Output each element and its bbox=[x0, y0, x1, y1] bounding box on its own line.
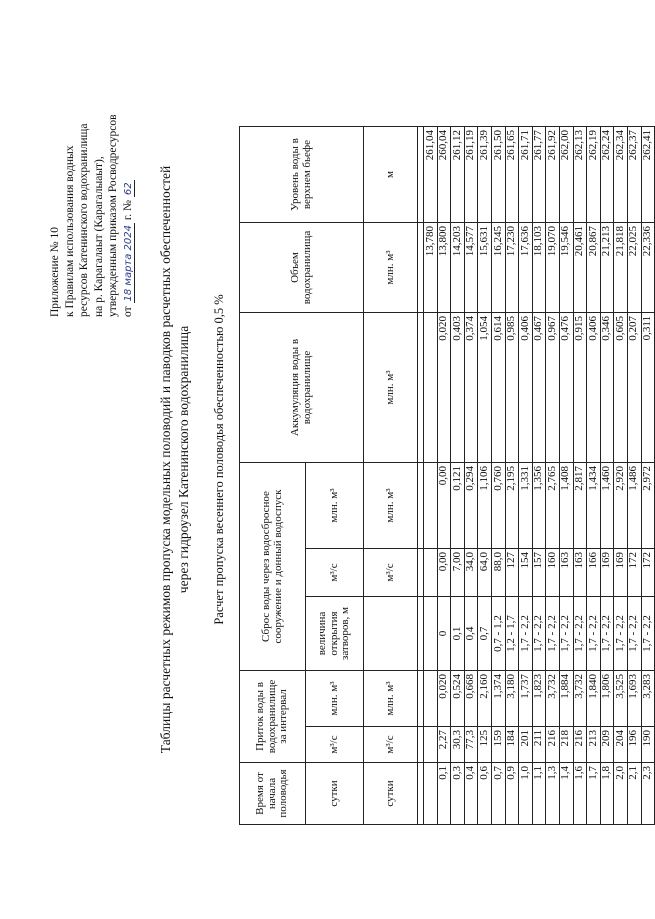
header-discharge: Сброс воды через водосбросное сооружение и донный водоспуск bbox=[240, 463, 306, 671]
cell-gate-opening: 1,7 - 2,2 bbox=[546, 597, 560, 671]
cell-gate-opening: 1,7 - 2,2 bbox=[587, 597, 601, 671]
cell-discharge-volume: 0,294 bbox=[464, 463, 478, 549]
cell-inflow-volume: 1,374 bbox=[491, 671, 505, 727]
cell-days: 0,6 bbox=[478, 763, 492, 825]
cell-days: 0,9 bbox=[505, 763, 519, 825]
cell-discharge-volume: 2,765 bbox=[546, 463, 560, 549]
subheader-gate-opening: величина открытия затворов, м bbox=[306, 597, 364, 671]
cell-volume: 14,203 bbox=[451, 223, 465, 313]
cell-volume: 16,245 bbox=[491, 223, 505, 313]
cell-days: 0,7 bbox=[491, 763, 505, 825]
cell-volume: 13,800 bbox=[437, 223, 451, 313]
cell-volume: 20,461 bbox=[573, 223, 587, 313]
table-row bbox=[614, 127, 628, 825]
table-row bbox=[491, 127, 505, 825]
cell-discharge-volume: 2,195 bbox=[505, 463, 519, 549]
cell-volume: 21,818 bbox=[614, 223, 628, 313]
cell-inflow-volume: 1,823 bbox=[532, 671, 546, 727]
unit-discharge-rate: м³/с bbox=[364, 549, 418, 597]
subheader-discharge-volume: млн. м³ bbox=[306, 463, 364, 549]
cell-discharge-volume: 0,121 bbox=[451, 463, 465, 549]
unit-inflow-volume: млн. м³ bbox=[364, 671, 418, 727]
cell-level: 261,71 bbox=[519, 127, 533, 223]
handwritten-number: 62 bbox=[122, 182, 134, 196]
table-row bbox=[627, 127, 641, 825]
cell-discharge-volume: 1,434 bbox=[587, 463, 601, 549]
cell-inflow-volume: 2,160 bbox=[478, 671, 492, 727]
document-title-line-2: через гидроузел Катенинского водохранилища bbox=[176, 325, 191, 594]
cell-accumulation bbox=[424, 313, 438, 463]
cell-gate-opening: 0,7 bbox=[478, 597, 492, 671]
cell-volume: 13,780 bbox=[424, 223, 438, 313]
cell-volume: 22,336 bbox=[641, 223, 655, 313]
cell-discharge-rate: 163 bbox=[559, 549, 573, 597]
cell-gate-opening: 0,7 - 1,2 bbox=[491, 597, 505, 671]
cell-gate-opening bbox=[424, 597, 438, 671]
table-row bbox=[559, 127, 573, 825]
cell-inflow-volume: 3,180 bbox=[505, 671, 519, 727]
cell-volume: 20,867 bbox=[587, 223, 601, 313]
cell-inflow-rate: 77,3 bbox=[464, 727, 478, 763]
unit-inflow-rate: м³/с bbox=[364, 727, 418, 763]
cell-level: 261,39 bbox=[478, 127, 492, 223]
cell-inflow-rate: 204 bbox=[614, 727, 628, 763]
cell-inflow-rate: 209 bbox=[600, 727, 614, 763]
cell-gate-opening: 1,7 - 2,2 bbox=[627, 597, 641, 671]
cell-days: 2,3 bbox=[641, 763, 655, 825]
cell-accumulation: 0,374 bbox=[464, 313, 478, 463]
cell-level: 262,37 bbox=[627, 127, 641, 223]
cell-level: 261,65 bbox=[505, 127, 519, 223]
table-row bbox=[641, 127, 655, 825]
cell-gate-opening: 1,7 - 2,2 bbox=[519, 597, 533, 671]
cell-inflow-volume: 1,737 bbox=[519, 671, 533, 727]
cell-inflow-volume: 3,732 bbox=[573, 671, 587, 727]
cell-days bbox=[424, 763, 438, 825]
cell-discharge-volume: 1,331 bbox=[519, 463, 533, 549]
cell-level: 262,19 bbox=[587, 127, 601, 223]
cell-gate-opening: 1,7 - 2,2 bbox=[532, 597, 546, 671]
cell-inflow-rate: 216 bbox=[573, 727, 587, 763]
cell-gate-opening: 1,7 - 2,2 bbox=[600, 597, 614, 671]
table-row bbox=[573, 127, 587, 825]
appendix-line: к Правилам использования водных bbox=[63, 145, 76, 317]
cell-discharge-volume: 2,817 bbox=[573, 463, 587, 549]
cell-discharge-volume: 2,972 bbox=[641, 463, 655, 549]
cell-inflow-volume: 3,732 bbox=[546, 671, 560, 727]
cell-inflow-rate: 196 bbox=[627, 727, 641, 763]
cell-accumulation: 0,346 bbox=[600, 313, 614, 463]
date-mid: г. № bbox=[121, 199, 134, 221]
cell-discharge-rate: 154 bbox=[519, 549, 533, 597]
cell-inflow-rate: 201 bbox=[519, 727, 533, 763]
cell-discharge-rate: 172 bbox=[627, 549, 641, 597]
cell-volume: 14,577 bbox=[464, 223, 478, 313]
cell-accumulation: 0,467 bbox=[532, 313, 546, 463]
cell-gate-opening: 0,4 bbox=[464, 597, 478, 671]
header-volume: Объем водохранилища bbox=[240, 223, 364, 313]
appendix-line: Приложение № 10 bbox=[49, 227, 61, 317]
cell-days: 0,1 bbox=[437, 763, 451, 825]
appendix-line: на р. Карагалаыт (Карагалыаыт), bbox=[92, 156, 105, 317]
cell-level: 261,19 bbox=[464, 127, 478, 223]
cell-level: 261,77 bbox=[532, 127, 546, 223]
cell-days: 2,0 bbox=[614, 763, 628, 825]
header-accumulation: Аккумуляция воды в водохранилище bbox=[240, 313, 364, 463]
table-row bbox=[546, 127, 560, 825]
cell-accumulation: 0,967 bbox=[546, 313, 560, 463]
cell-inflow-rate: 218 bbox=[559, 727, 573, 763]
subheader-days: сутки bbox=[306, 763, 364, 825]
cell-accumulation: 0,406 bbox=[519, 313, 533, 463]
cell-days: 1,6 bbox=[573, 763, 587, 825]
cell-accumulation: 0,406 bbox=[587, 313, 601, 463]
cell-inflow-volume: 3,283 bbox=[641, 671, 655, 727]
subheader-discharge-rate: м³/с bbox=[306, 549, 364, 597]
table-row bbox=[519, 127, 533, 825]
subheader-inflow-volume: млн. м³ bbox=[306, 671, 364, 727]
cell-inflow-volume: 1,806 bbox=[600, 671, 614, 727]
cell-inflow-volume: 1,693 bbox=[627, 671, 641, 727]
cell-discharge-rate: 166 bbox=[587, 549, 601, 597]
cell-discharge-volume: 1,356 bbox=[532, 463, 546, 549]
flood-routing-table bbox=[239, 126, 655, 825]
table-row bbox=[451, 127, 465, 825]
cell-discharge-volume: 1,106 bbox=[478, 463, 492, 549]
appendix-date-line bbox=[121, 114, 137, 317]
cell-inflow-rate: 184 bbox=[505, 727, 519, 763]
cell-volume: 17,230 bbox=[505, 223, 519, 313]
cell-volume: 15,631 bbox=[478, 223, 492, 313]
cell-inflow-rate: 211 bbox=[532, 727, 546, 763]
cell-volume: 17,636 bbox=[519, 223, 533, 313]
table-row bbox=[478, 127, 492, 825]
cell-gate-opening: 0 bbox=[437, 597, 451, 671]
cell-accumulation: 0,476 bbox=[559, 313, 573, 463]
cell-level: 261,04 bbox=[424, 127, 438, 223]
cell-inflow-rate: 125 bbox=[478, 727, 492, 763]
cell-volume: 22,025 bbox=[627, 223, 641, 313]
cell-level: 260,04 bbox=[437, 127, 451, 223]
header-level: Уровень воды в верхнем бьефе bbox=[240, 127, 364, 223]
appendix-line: ресурсов Катенинского водохранилища bbox=[78, 123, 90, 317]
cell-gate-opening: 1,7 - 2,2 bbox=[641, 597, 655, 671]
cell-accumulation: 0,020 bbox=[437, 313, 451, 463]
cell-accumulation: 0,915 bbox=[573, 313, 587, 463]
subheader-inflow-rate: м³/с bbox=[306, 727, 364, 763]
cell-level: 261,12 bbox=[451, 127, 465, 223]
cell-discharge-rate: 7,00 bbox=[451, 549, 465, 597]
cell-days: 1,0 bbox=[519, 763, 533, 825]
unit-discharge-volume: млн. м³ bbox=[364, 463, 418, 549]
cell-gate-opening: 1,2 - 1,7 bbox=[505, 597, 519, 671]
cell-discharge-volume: 2,920 bbox=[614, 463, 628, 549]
appendix-line: утвержденным приказом Росводресурсов bbox=[107, 114, 119, 317]
cell-inflow-volume: 1,884 bbox=[559, 671, 573, 727]
table-row bbox=[587, 127, 601, 825]
cell-inflow-rate bbox=[424, 727, 438, 763]
table-subtitle: Расчет пропуска весеннего половодья обеспеченностью 0,5 % bbox=[212, 294, 226, 625]
cell-level: 262,34 bbox=[614, 127, 628, 223]
cell-discharge-rate: 163 bbox=[573, 549, 587, 597]
cell-inflow-rate: 30,3 bbox=[451, 727, 465, 763]
cell-accumulation: 0,311 bbox=[641, 313, 655, 463]
cell-inflow-rate: 190 bbox=[641, 727, 655, 763]
date-prefix: от bbox=[121, 306, 134, 317]
cell-level: 262,00 bbox=[559, 127, 573, 223]
cell-days: 1,4 bbox=[559, 763, 573, 825]
cell-discharge-volume: 0,760 bbox=[491, 463, 505, 549]
cell-level: 262,13 bbox=[573, 127, 587, 223]
cell-gate-opening: 0,1 bbox=[451, 597, 465, 671]
cell-discharge-rate: 127 bbox=[505, 549, 519, 597]
cell-days: 1,3 bbox=[546, 763, 560, 825]
cell-discharge-rate: 64,0 bbox=[478, 549, 492, 597]
header-time: Время от начала половодья bbox=[240, 763, 306, 825]
cell-discharge-rate: 34,0 bbox=[464, 549, 478, 597]
table-row bbox=[424, 127, 438, 825]
document-title-line-1: Таблицы расчетных режимов пропуска модельных половодий и паводков расчетных обеспеченностей bbox=[158, 165, 173, 754]
table-row bbox=[437, 127, 451, 825]
cell-volume: 21,213 bbox=[600, 223, 614, 313]
unit-days: сутки bbox=[364, 763, 418, 825]
table-row bbox=[464, 127, 478, 825]
cell-inflow-volume: 0,668 bbox=[464, 671, 478, 727]
unit-gate-opening bbox=[364, 597, 418, 671]
cell-inflow-volume: 0,020 bbox=[437, 671, 451, 727]
unit-accumulation: млн. м³ bbox=[364, 313, 418, 463]
cell-discharge-rate: 0,00 bbox=[437, 549, 451, 597]
cell-discharge-rate: 169 bbox=[600, 549, 614, 597]
cell-level: 261,50 bbox=[491, 127, 505, 223]
cell-discharge-volume: 1,486 bbox=[627, 463, 641, 549]
cell-days: 0,3 bbox=[451, 763, 465, 825]
cell-volume: 19,070 bbox=[546, 223, 560, 313]
cell-inflow-volume: 1,840 bbox=[587, 671, 601, 727]
cell-days: 1,1 bbox=[532, 763, 546, 825]
table-row bbox=[505, 127, 519, 825]
unit-level: м bbox=[364, 127, 418, 223]
cell-discharge-rate: 88,0 bbox=[491, 549, 505, 597]
cell-inflow-volume bbox=[424, 671, 438, 727]
cell-discharge-rate bbox=[424, 549, 438, 597]
unit-volume: млн. м³ bbox=[364, 223, 418, 313]
cell-accumulation: 0,605 bbox=[614, 313, 628, 463]
cell-days: 1,7 bbox=[587, 763, 601, 825]
handwritten-date: 18 марта 2024 bbox=[122, 224, 134, 302]
cell-accumulation: 0,207 bbox=[627, 313, 641, 463]
cell-inflow-volume: 0,524 bbox=[451, 671, 465, 727]
appendix-header bbox=[48, 114, 136, 317]
cell-discharge-volume: 0,00 bbox=[437, 463, 451, 549]
cell-accumulation: 0,614 bbox=[491, 313, 505, 463]
cell-level: 262,24 bbox=[600, 127, 614, 223]
table-row bbox=[532, 127, 546, 825]
cell-accumulation: 0,985 bbox=[505, 313, 519, 463]
cell-discharge-rate: 157 bbox=[532, 549, 546, 597]
cell-accumulation: 1,054 bbox=[478, 313, 492, 463]
cell-gate-opening: 1,7 - 2,2 bbox=[559, 597, 573, 671]
cell-inflow-rate: 216 bbox=[546, 727, 560, 763]
cell-gate-opening: 1,7 - 2,2 bbox=[573, 597, 587, 671]
cell-inflow-rate: 2,27 bbox=[437, 727, 451, 763]
cell-inflow-volume: 3,525 bbox=[614, 671, 628, 727]
header-inflow: Приток воды в водохранилище за интервал bbox=[240, 671, 306, 763]
cell-discharge-rate: 172 bbox=[641, 549, 655, 597]
cell-discharge-volume: 1,460 bbox=[600, 463, 614, 549]
cell-gate-opening: 1,7 - 2,2 bbox=[614, 597, 628, 671]
cell-discharge-volume: 1,408 bbox=[559, 463, 573, 549]
cell-level: 262,41 bbox=[641, 127, 655, 223]
cell-inflow-rate: 213 bbox=[587, 727, 601, 763]
cell-volume: 19,546 bbox=[559, 223, 573, 313]
table-row bbox=[600, 127, 614, 825]
cell-accumulation: 0,403 bbox=[451, 313, 465, 463]
cell-discharge-rate: 160 bbox=[546, 549, 560, 597]
cell-level: 261,92 bbox=[546, 127, 560, 223]
cell-days: 2,1 bbox=[627, 763, 641, 825]
cell-discharge-volume bbox=[424, 463, 438, 549]
cell-days: 1,8 bbox=[600, 763, 614, 825]
cell-inflow-rate: 159 bbox=[491, 727, 505, 763]
cell-days: 0,4 bbox=[464, 763, 478, 825]
cell-discharge-rate: 169 bbox=[614, 549, 628, 597]
table-body bbox=[418, 127, 655, 825]
cell-volume: 18,103 bbox=[532, 223, 546, 313]
